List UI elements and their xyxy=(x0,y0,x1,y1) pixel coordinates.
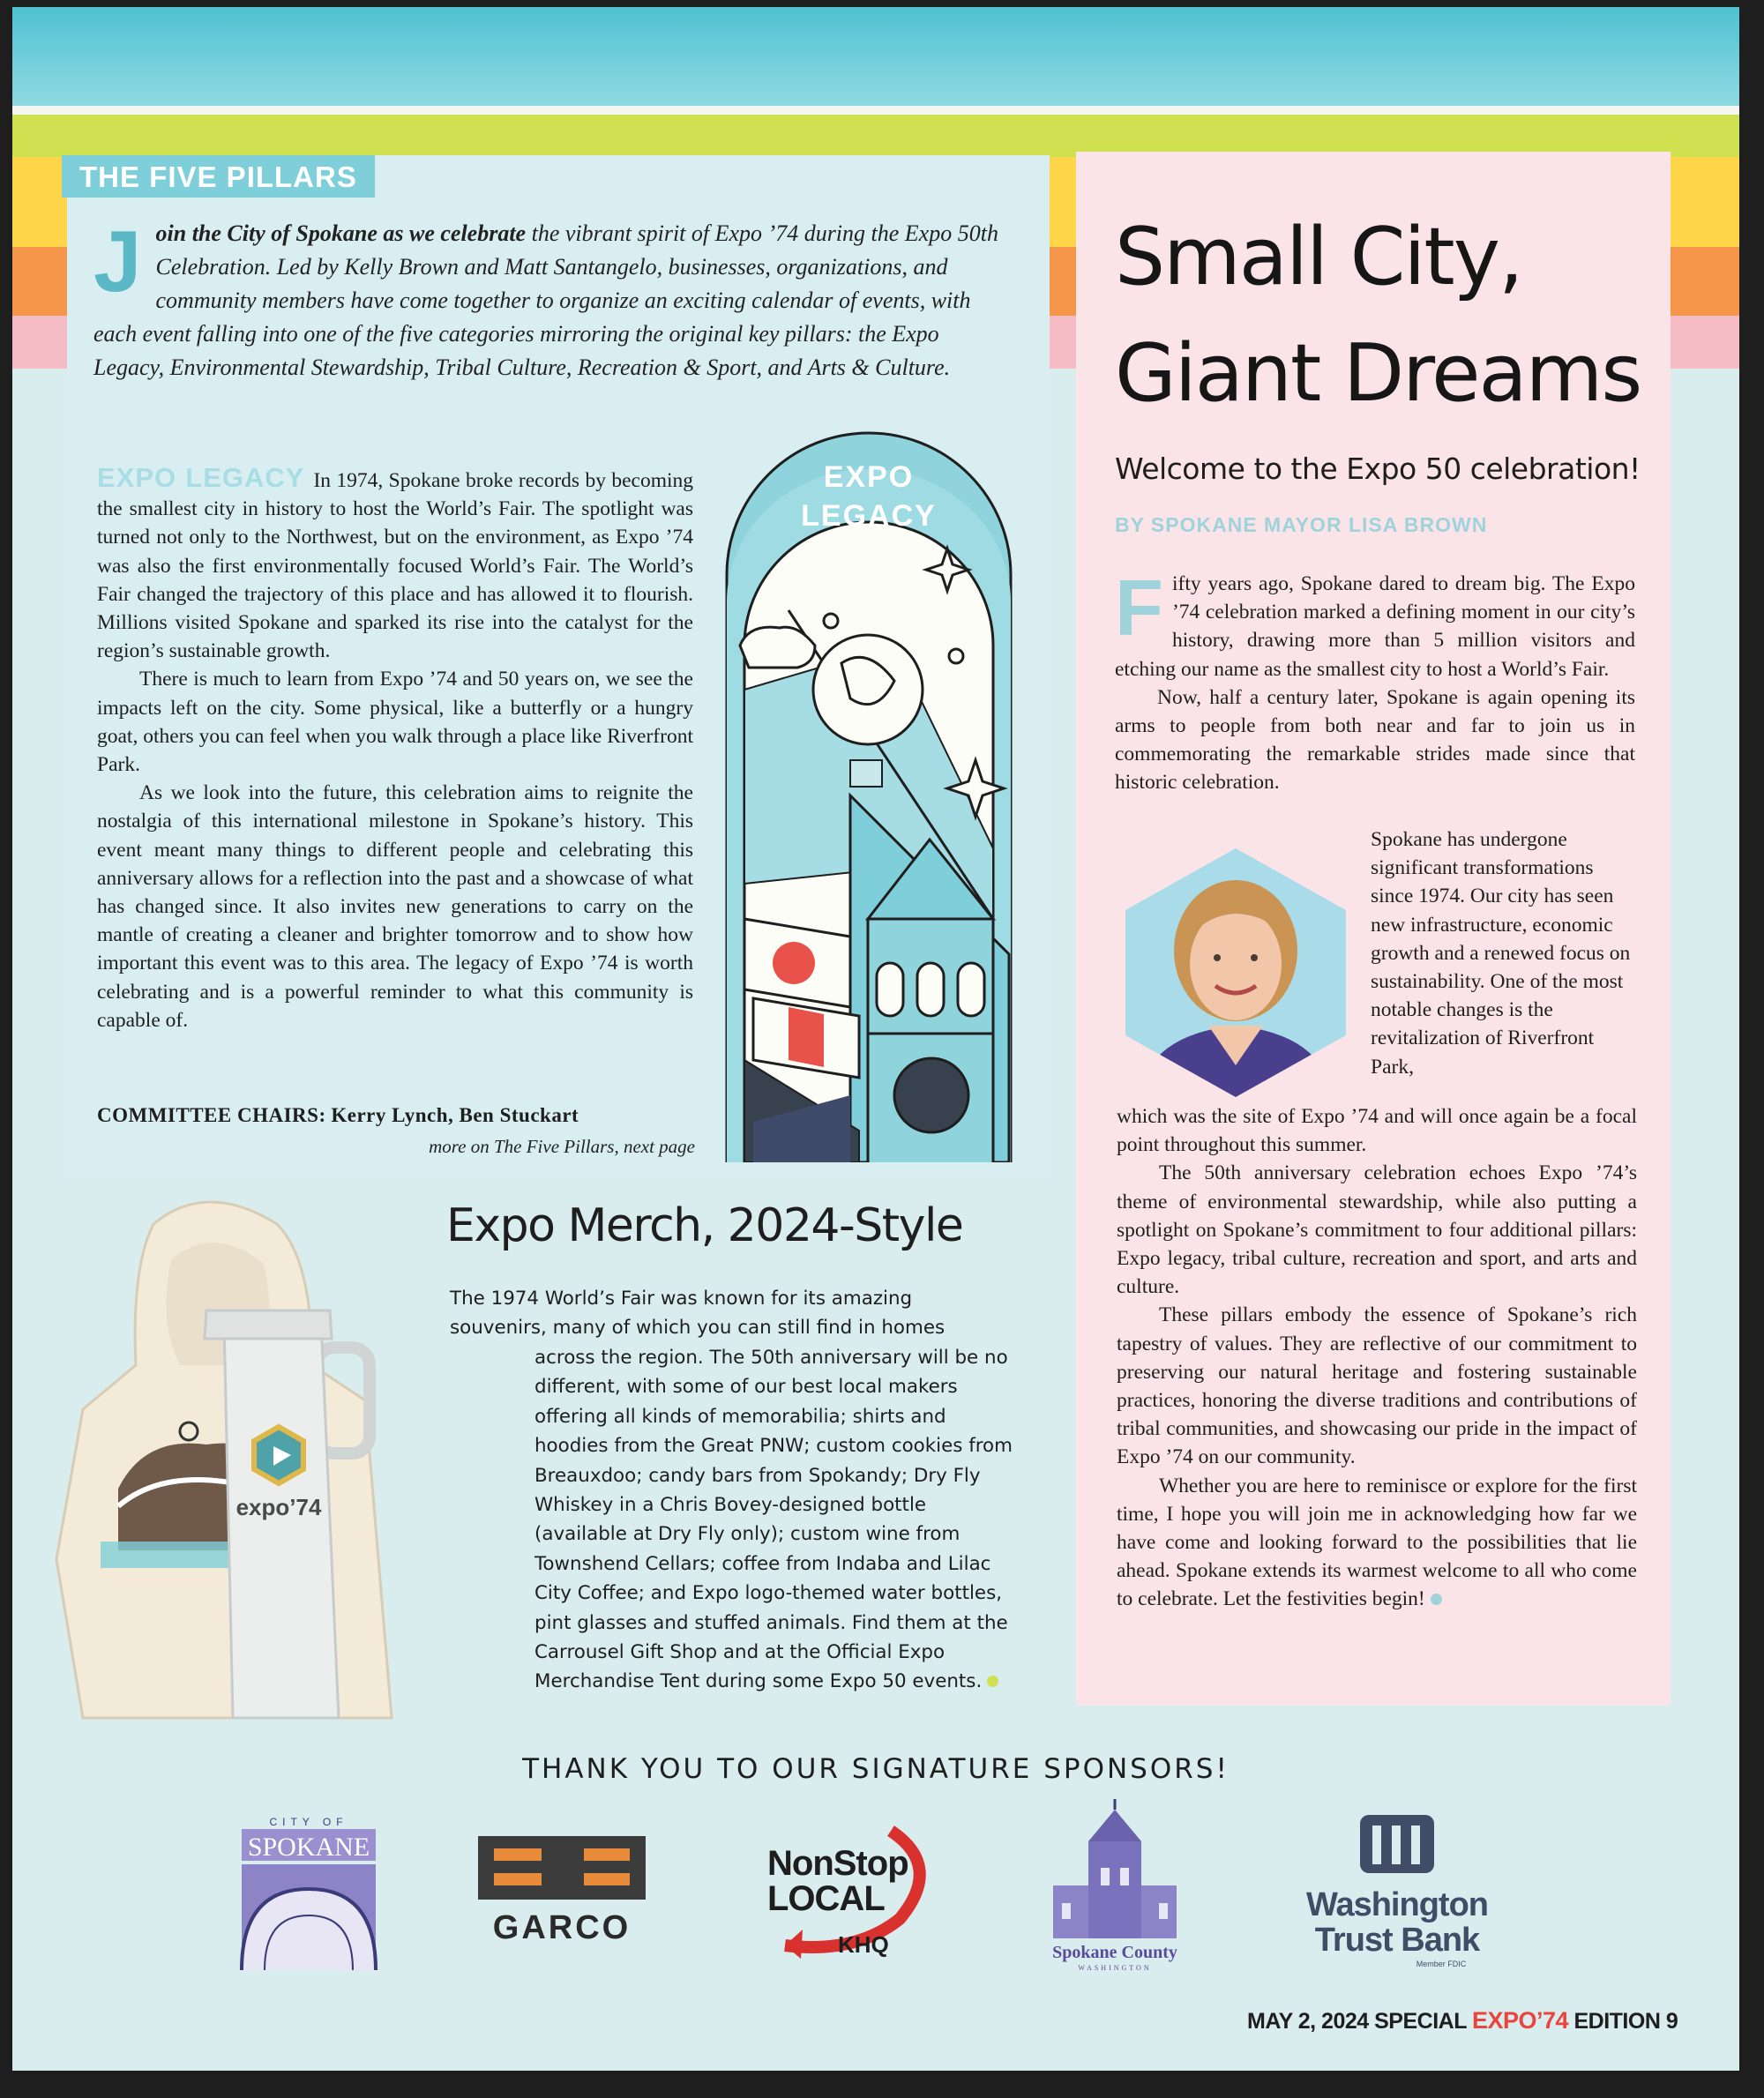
five-pillars-tag: THE FIVE PILLARS xyxy=(62,155,375,198)
welcome-paragraph: The 50th anniversary celebration echoes Expo ’74’s theme of environmental stewardship, while also putting a spotlight on Spokane’s commitment to four additional pillars: Expo legacy, tribal culture, recreation and sport, and arts and culture. xyxy=(1117,1161,1637,1299)
svg-text:LOCAL: LOCAL xyxy=(767,1879,885,1918)
legacy-paragraph: As we look into the future, this celebration aims to reignite the nostalgia of this international milestone in Spokane’s history. This event meant many things to different people and celebrating this anniversary allows for a reflection into the past and a showcase of what has changed since. It also invites new generations to carry on the mantle of creating a cleaner and brighter tomorrow and to show how important this event was to this area. The legacy of Expo ’74 is worth celebrating and is a powerful reminder to what this community is capable of. xyxy=(97,781,693,1032)
svg-text:Spokane County: Spokane County xyxy=(1052,1943,1177,1962)
art-title-line1: EXPO xyxy=(823,460,915,494)
sponsors-heading: THANK YOU TO OUR SIGNATURE SPONSORS! xyxy=(522,1753,1230,1785)
newspaper-page xyxy=(12,7,1739,2071)
svg-text:SPOKANE: SPOKANE xyxy=(247,1833,370,1862)
svg-text:GARCO: GARCO xyxy=(492,1909,632,1945)
welcome-paragraph: These pillars embody the essence of Spokane’s rich tapestry of values. They are reflective of our commitment to preserving our natural heritage and fostering sustainable practices, honoring the diverse traditions and contributions of tribal communities, and showcasing our pride in the impact of Expo ’74 on our community. xyxy=(1117,1303,1637,1469)
art-title-line2: LEGACY xyxy=(801,499,937,533)
welcome-paragraph: which was the site of Expo ’74 and will once again be a focal point throughout this summer. xyxy=(1117,1105,1637,1157)
welcome-paragraph: Now, half a century later, Spokane is again opening its arms to people from both near and far to join us in commemorating the remarkable strides made since that historic celebration. xyxy=(1115,685,1635,795)
sponsor-washington-trust-bank-logo xyxy=(1282,1806,1512,1974)
welcome-paragraph: Spokane has undergone significant transformations since 1974. Our city has seen new infrastructure, economic growth and a renewed focus on sustainability. One of the most notable changes is the revitalization of Riverfront Park, xyxy=(1371,828,1631,1079)
rainbow-stripe-blue xyxy=(12,7,1739,106)
committee-chairs: COMMITTEE CHAIRS: Kerry Lynch, Ben Stuckart xyxy=(97,1104,579,1126)
sponsor-city-of-spokane-logo xyxy=(238,1810,379,1977)
svg-text:CITY OF: CITY OF xyxy=(269,1816,348,1828)
merch-text: across the region. The 50th anniversary will be no different, with some of our best local makers offering all kinds of memorabilia; shirts and hoodies from the Great PNW; custom cookies from Breauxdoo; candy bars from Spokandy; Dry Fly Whiskey in a Chris Bovey-designed bottle (available at Dry Fly only); custom wine from Townshend Cellars; coffee from Indaba and Lilac City Coffee; and Expo logo-themed water bottles, pint glasses and stuffed animals. Find them at the Carrousel Gift Shop and at the Official Expo Merchandise Tent during some Expo 50 events. xyxy=(534,1347,1013,1693)
footer-date: MAY 2, 2024 SPECIAL xyxy=(1247,2009,1467,2034)
merch-headline: Expo Merch, 2024-Style xyxy=(446,1199,963,1252)
sponsor-spokane-county-logo xyxy=(1027,1797,1203,1974)
pillars-intro xyxy=(93,213,1011,385)
end-mark-icon xyxy=(1431,1594,1442,1605)
svg-text:Washington: Washington xyxy=(1306,1886,1488,1923)
welcome-article-wrap xyxy=(1371,825,1635,1081)
merch-photo xyxy=(48,1189,524,1744)
drop-cap-f: F xyxy=(1115,564,1163,653)
end-mark-icon xyxy=(987,1676,998,1687)
svg-text:Member FDIC: Member FDIC xyxy=(1416,1960,1467,1968)
footer-edition: EDITION xyxy=(1573,2009,1661,2034)
rainbow-stripe-lime xyxy=(12,115,1739,157)
footer-brand: EXPO’74 xyxy=(1471,2007,1569,2034)
welcome-subtitle: Welcome to the Expo 50 celebration! xyxy=(1115,452,1641,486)
expo-legacy-illustration xyxy=(718,425,1020,1162)
page-footer xyxy=(1247,2007,1678,2035)
intro-text: the vibrant spirit of Expo ’74 during the Expo 50th Celebration. Led by Kelly Brown and Matt Santangelo, businesses, organizations, and community members have come together to organize an exciting calendar of events, with each event falling into one of the five categories mirroring the original key pillars: the Expo Legacy, Environmental Stewardship, Tribal Culture, Recreation & Sport, and Arts & Culture. xyxy=(93,220,998,380)
continued-note: more on The Five Pillars, next page xyxy=(429,1136,695,1157)
intro-lead: oin the City of Spokane as we celebrate xyxy=(155,220,527,246)
merch-text-lead: The 1974 World’s Fair was known for its amazing souvenirs, many of which you can still find in homes xyxy=(450,1288,946,1340)
mayor-portrait xyxy=(1120,845,1351,1101)
welcome-article-top xyxy=(1115,564,1635,797)
expo-legacy-article xyxy=(97,464,693,1034)
svg-text:WASHINGTON: WASHINGTON xyxy=(1078,1964,1152,1972)
welcome-headline: Small City, Giant Dreams xyxy=(1115,211,1641,420)
expo-legacy-heading: EXPO LEGACY xyxy=(97,462,305,493)
svg-text:KHQ: KHQ xyxy=(838,1931,889,1958)
svg-text:Trust Bank: Trust Bank xyxy=(1314,1922,1480,1959)
welcome-paragraph: Fifty years ago, Spokane dared to dream big. The Expo ’74 celebration marked a defining moment in our city’s history, drawing more than 5 million visitors and etching our name as the smallest city to host a World’s Fair. xyxy=(1115,564,1635,681)
svg-text:NonStop: NonStop xyxy=(767,1844,908,1883)
sponsor-garco-logo xyxy=(471,1831,656,1945)
welcome-article-bottom xyxy=(1117,1102,1637,1614)
legacy-paragraph: EXPO LEGACY In 1974, Spokane broke records by becoming the smallest city in history to host the World’s Fair. The spotlight was turned not only to the Northwest, but on the environment, as Expo ’74 was also the first environmentally focused World’s Fair. The World’s Fair changed the trajectory of this place and has allowed it to flourish. Millions visited Spokane and sparked its rise into the catalyst for the region’s sustainable growth. xyxy=(97,462,693,663)
welcome-paragraph: Whether you are here to reminisce or explore for the first time, I hope you will join me in acknowledging how far we have come and looking forward to the possibilities that lie ahead. Spokane extends its warmest welcome to all who come to celebrate. Let the festivities begin! xyxy=(1117,1474,1637,1611)
tumbler-logo-text: expo’74 xyxy=(235,1494,322,1520)
legacy-paragraph: There is much to learn from Expo ’74 and 50 years on, we see the impacts left on the city. Some physical, like a butterfly or a hungry goat, others you can feel when you walk through a place like Riverfront Park. xyxy=(97,668,693,777)
byline: BY SPOKANE MAYOR LISA BROWN xyxy=(1115,513,1488,536)
page-number: 9 xyxy=(1665,2009,1678,2034)
sponsor-nonstop-local-khq-logo xyxy=(750,1813,935,1972)
rainbow-stripe-white xyxy=(12,106,1739,115)
drop-cap-j: J xyxy=(93,213,142,310)
